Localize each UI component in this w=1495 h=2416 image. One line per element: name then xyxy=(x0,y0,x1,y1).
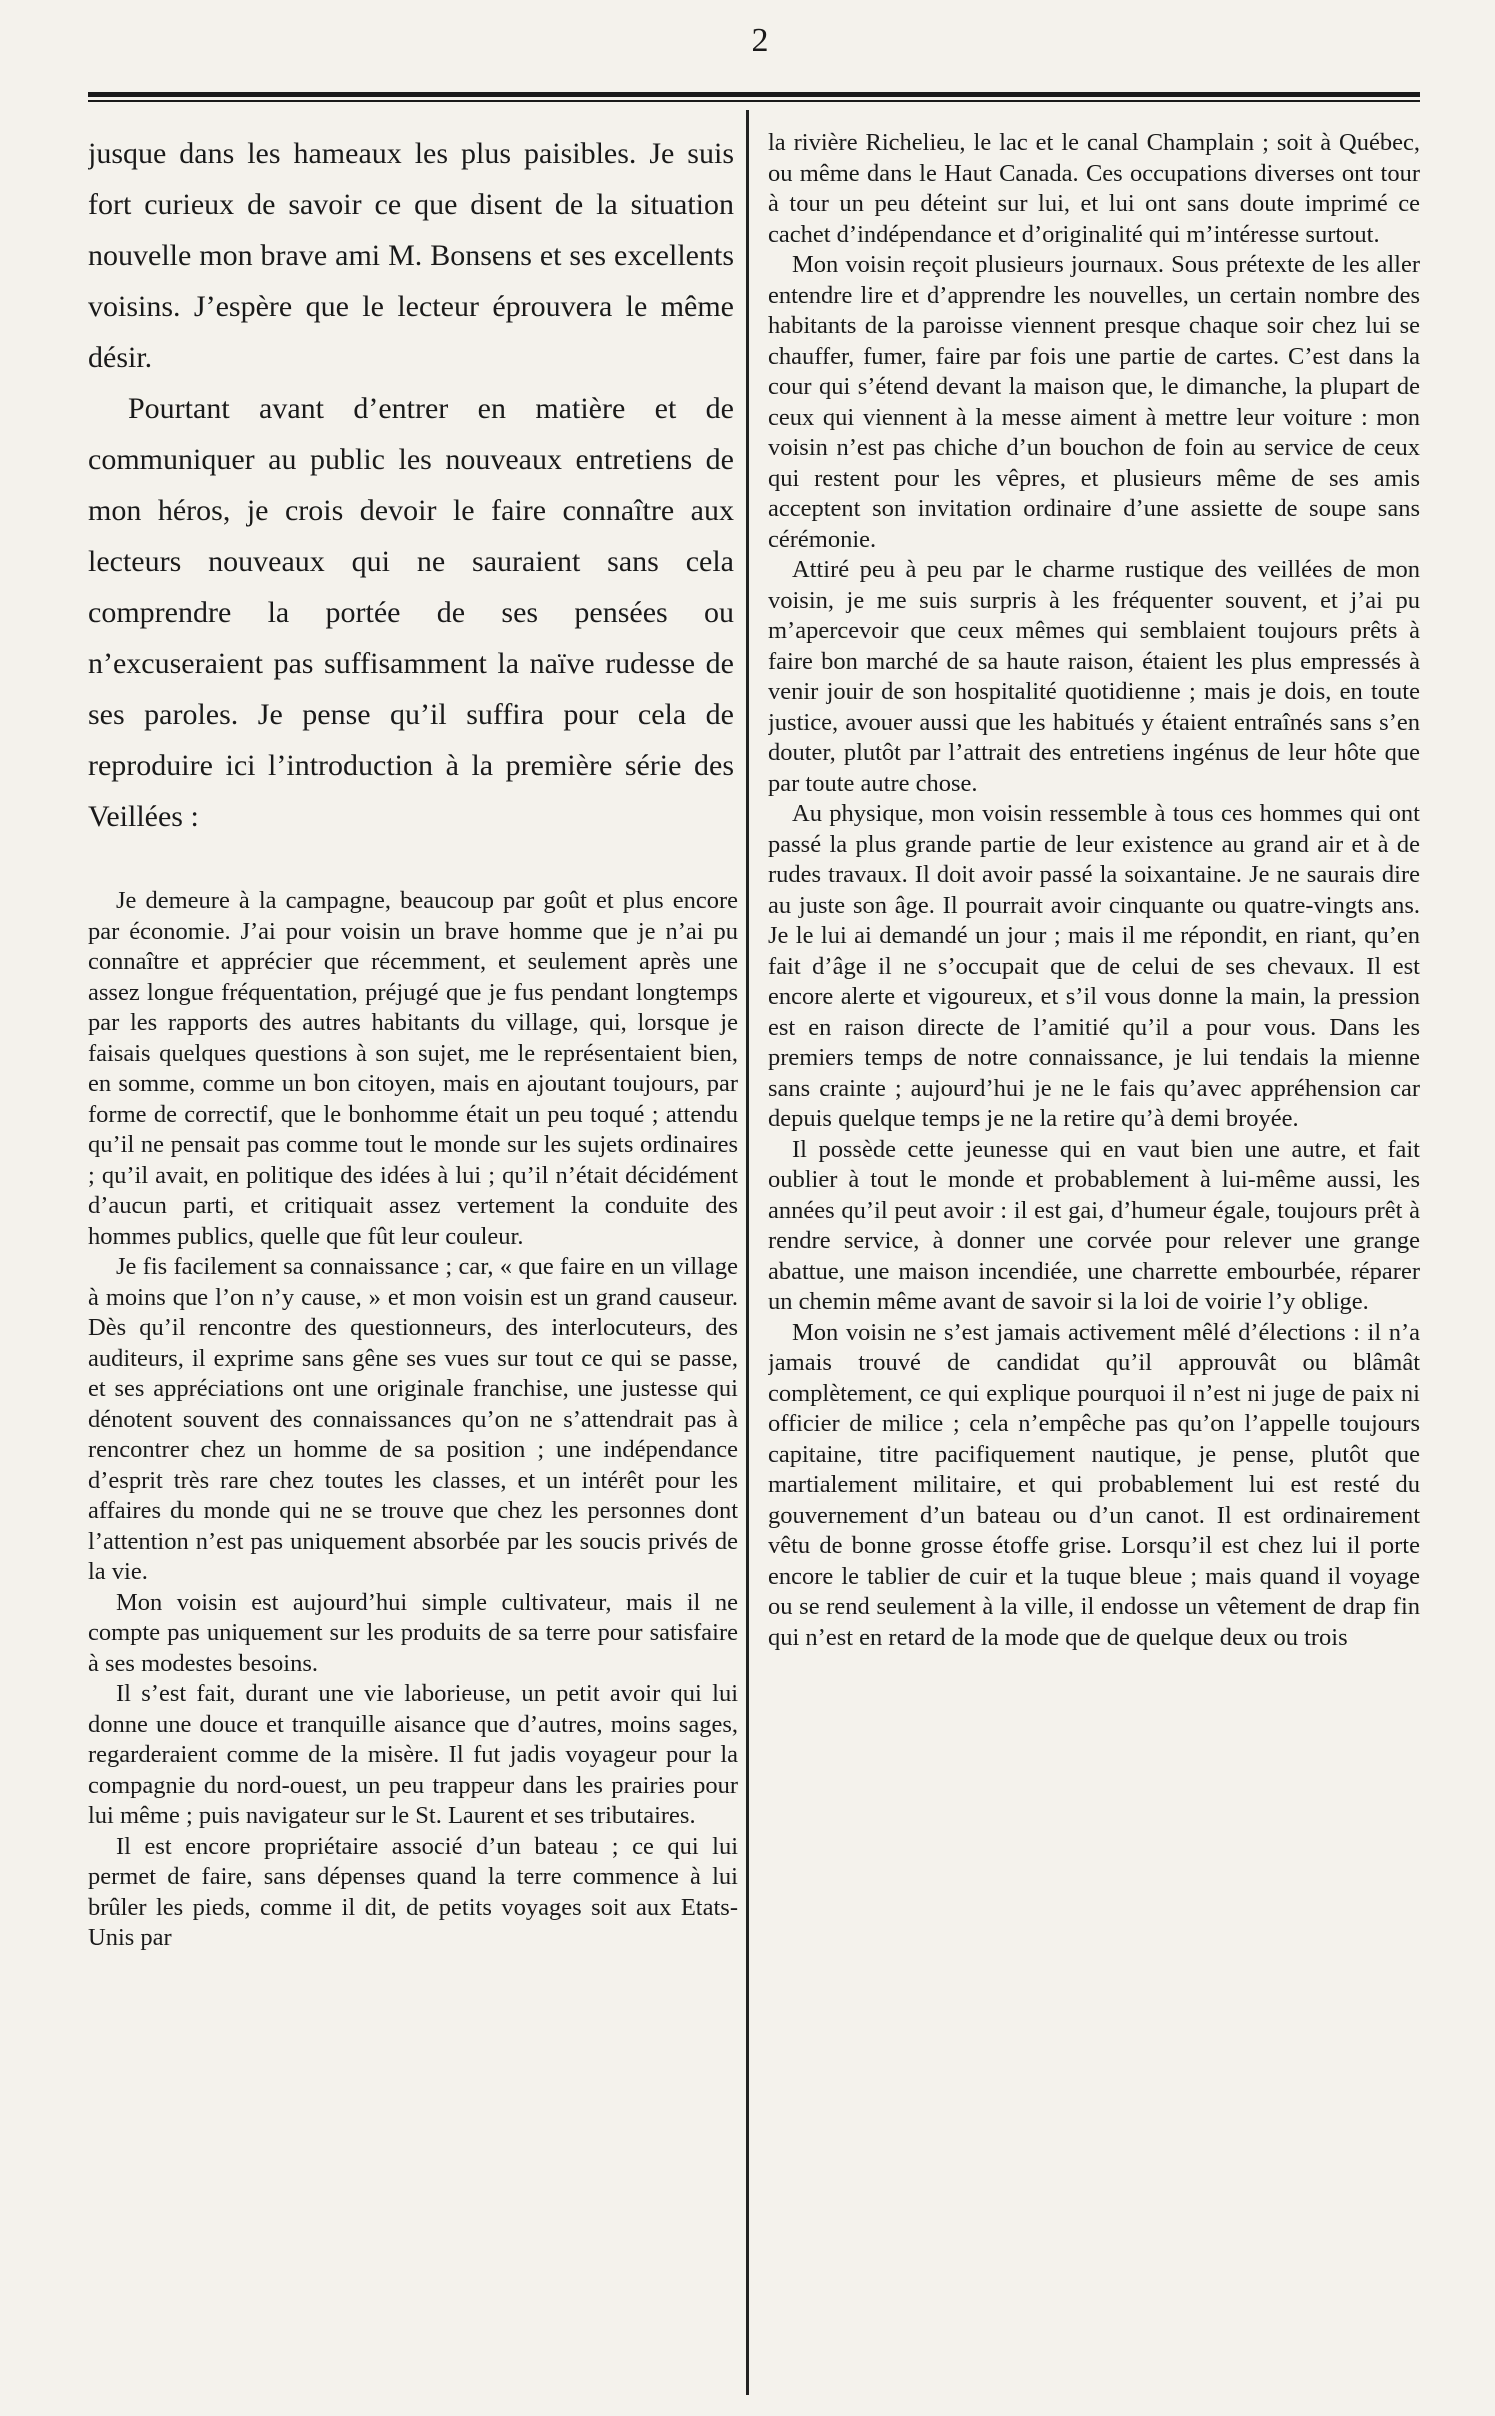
introduction-right-column xyxy=(768,128,1420,2408)
header-rule-thin xyxy=(88,100,1420,102)
page-number: 2 xyxy=(751,22,769,59)
paragraph: Il possède cette jeunesse qui en vaut bien une autre, et fait oublier à tout le monde et probablement à lui-même aussi, les années qu’il peut avoir : il est gai, d’humeur égale, toujours prêt à rendre service, à donner une corvée pour relever une grange abattue, une maison incendiée, une charrette embourbée, réparer un chemin même avant de savoir si la loi de voirie l’y oblige. xyxy=(768,1135,1420,1315)
paragraph: Il est encore propriétaire associé d’un bateau ; ce qui lui permet de faire, sans dépenses quand la terre commence à lui brûler les pieds, comme il dit, de petits voyages soit aux Etats-Unis par xyxy=(88,1832,738,1951)
paragraph: Je fis facilement sa connaissance ; car, « que faire en un village à moins que l’on n’y cause, » et mon voisin est un grand causeur. Dès qu’il rencontre des questionneurs, des interlocuteurs, des auditeurs, il exprime sans gêne ses vues sur tout ce qui se passe, et ses appréciations ont une originale franchise, une justesse qui dénotent souvent des connaissances qu’on ne s’attendrait pas à rencontrer chez un homme de sa position ; une indépendance d’esprit très rare chez toutes les classes, et un intérêt pour les affaires du monde qui ne se trouve que chez les personnes dont l’attention n’est pas uniquement absorbée par les soucis privés de la vie. xyxy=(88,1253,738,1585)
paragraph: la rivière Richelieu, le lac et le canal Champlain ; soit à Québec, ou même dans le Haut Canada. Ces occupations diverses ont tour à tour un peu déteint sur lui, et lui ont sans doute imprimé ce cachet d’indépendance et d’originalité qui m’intéresse surtout. xyxy=(768,129,1420,248)
paragraph: Mon voisin reçoit plusieurs journaux. Sous prétexte de les aller entendre lire et d’apprendre les nouvelles, un certain nombre des habitants de la paroisse viennent presque chaque soir chez lui se chauffer, fumer, faire par fois une partie de cartes. C’est dans la cour qui s’étend devant la maison que, le dimanche, la plupart de ceux qui viennent à la messe aiment à mettre leur voiture : mon voisin n’est pas chiche d’un bouchon de foin au service de ceux qui restent pour les vêpres, et plusieurs même de ses amis acceptent son invitation ordinaire d’une assiette de soupe sans cérémonie. xyxy=(768,251,1420,553)
paragraph: Je demeure à la campagne, beaucoup par goût et plus encore par économie. J’ai pour voisin un brave homme que je n’ai pu connaître et apprécier que récemment, et seulement après une assez longue fréquentation, préjugé que je fus pendant longtemps par les rapports des autres habitants du village, qui, lorsque je faisais quelques questions à son sujet, me le représentaient bien, en somme, comme un bon citoyen, mais en ajoutant toujours, par forme de correctif, que le bonhomme était un peu toqué ; attendu qu’il ne pensait pas comme tout le monde sur les sujets ordinaires ; qu’il avait, en politique des idées à lui ; qu’il n’était décidément d’aucun parti, et critiquait assez vertement la conduite des hommes publics, quelle que fût leur couleur. xyxy=(88,887,738,1250)
paragraph: Il s’est fait, durant une vie laborieuse, un petit avoir qui lui donne une douce et tranquille aisance que d’autres, moins sages, regarderaient comme de la misère. Il fut jadis voyageur pour la compagnie du nord-ouest, un peu trappeur dans les prairies pour lui même ; puis navigateur sur le St. Laurent et ses tributaires. xyxy=(88,1680,738,1829)
continuation-text xyxy=(88,128,734,842)
paragraph: Mon voisin ne s’est jamais activement mêlé d’élections : il n’a jamais trouvé de candidat qu’il approuvât ou blâmât complètement, ce qui explique pourquoi il n’est ni juge de paix ni officier de milice ; cela n’empêche pas qu’on l’appelle toujours capitaine, titre pacifiquement nautique, je pense, plutôt que martialement militaire, et qui probablement lui est resté du gouvernement d’un bateau ou d’un canot. Il est ordinairement vêtu de bonne grosse étoffe grise. Lorsqu’il est chez lui il porte encore le tablier de cuir et la tuque bleue ; mais quand il voyage ou se rend seulement à la ville, il endosse un vêtement de drap fin qui n’est en retard de la mode que de quelque deux ou trois xyxy=(768,1318,1420,1651)
header-rule-thick xyxy=(88,92,1420,97)
column-divider xyxy=(746,110,749,2395)
paragraph: Attiré peu à peu par le charme rustique des veillées de mon voisin, je me suis surpris à les fréquenter souvent, et j’ai pu m’apercevoir que ceux mêmes qui semblaient toujours prêts à faire bon marché de sa haute raison, étaient les plus empressés à venir jouir de son hospitalité quotidienne ; mais je dois, en toute justice, avouer aussi que les habitués y étaient entraînés sans s’en douter, plutôt par l’attrait des entretiens ingénus de leur hôte que par toute autre chose. xyxy=(768,556,1420,797)
paragraph: Pourtant avant d’entrer en matière et de communiquer au public les nouveaux entretiens de mon héros, je crois devoir le faire connaître aux lecteurs nouveaux qui ne sauraient sans cela comprendre la portée de ses pensées ou n’excuseraient pas suffisamment la naïve rudesse de ses paroles. Je pense qu’il suffira pour cela de reproduire ici l’introduction à la première série des Veillées : xyxy=(88,392,734,833)
paragraph: Mon voisin est aujourd’hui simple cultivateur, mais il ne compte pas uniquement sur les produits de sa terre pour satisfaire à ses modestes besoins. xyxy=(88,1588,738,1677)
introduction-left-column xyxy=(88,886,738,2412)
paragraph: jusque dans les hameaux les plus paisibles. Je suis fort curieux de savoir ce que disent de la situation nouvelle mon brave ami M. Bonsens et ses excellents voisins. J’espère que le lecteur éprouvera le même désir. xyxy=(88,137,734,374)
paragraph: Au physique, mon voisin ressemble à tous ces hommes qui ont passé la plus grande partie de leur existence au grand air et à de rudes travaux. Il doit avoir passé la soixantaine. Je ne saurais dire au juste son âge. Il pourrait avoir cinquante ou quatre-vingts ans. Je le lui ai demandé un jour ; mais il me répondit, en riant, qu’en fait d’âge il ne s’occupait que de celui de ses chevaux. Il est encore alerte et vigoureux, et s’il vous donne la main, la pression est en raison directe de l’amitié qu’il a pour vous. Dans les premiers temps de notre connaissance, je lui tendais la mienne sans crainte ; aujourd’hui je ne le fais qu’avec appréhension car depuis quelque temps je ne la retire qu’à demi broyée. xyxy=(768,800,1420,1132)
